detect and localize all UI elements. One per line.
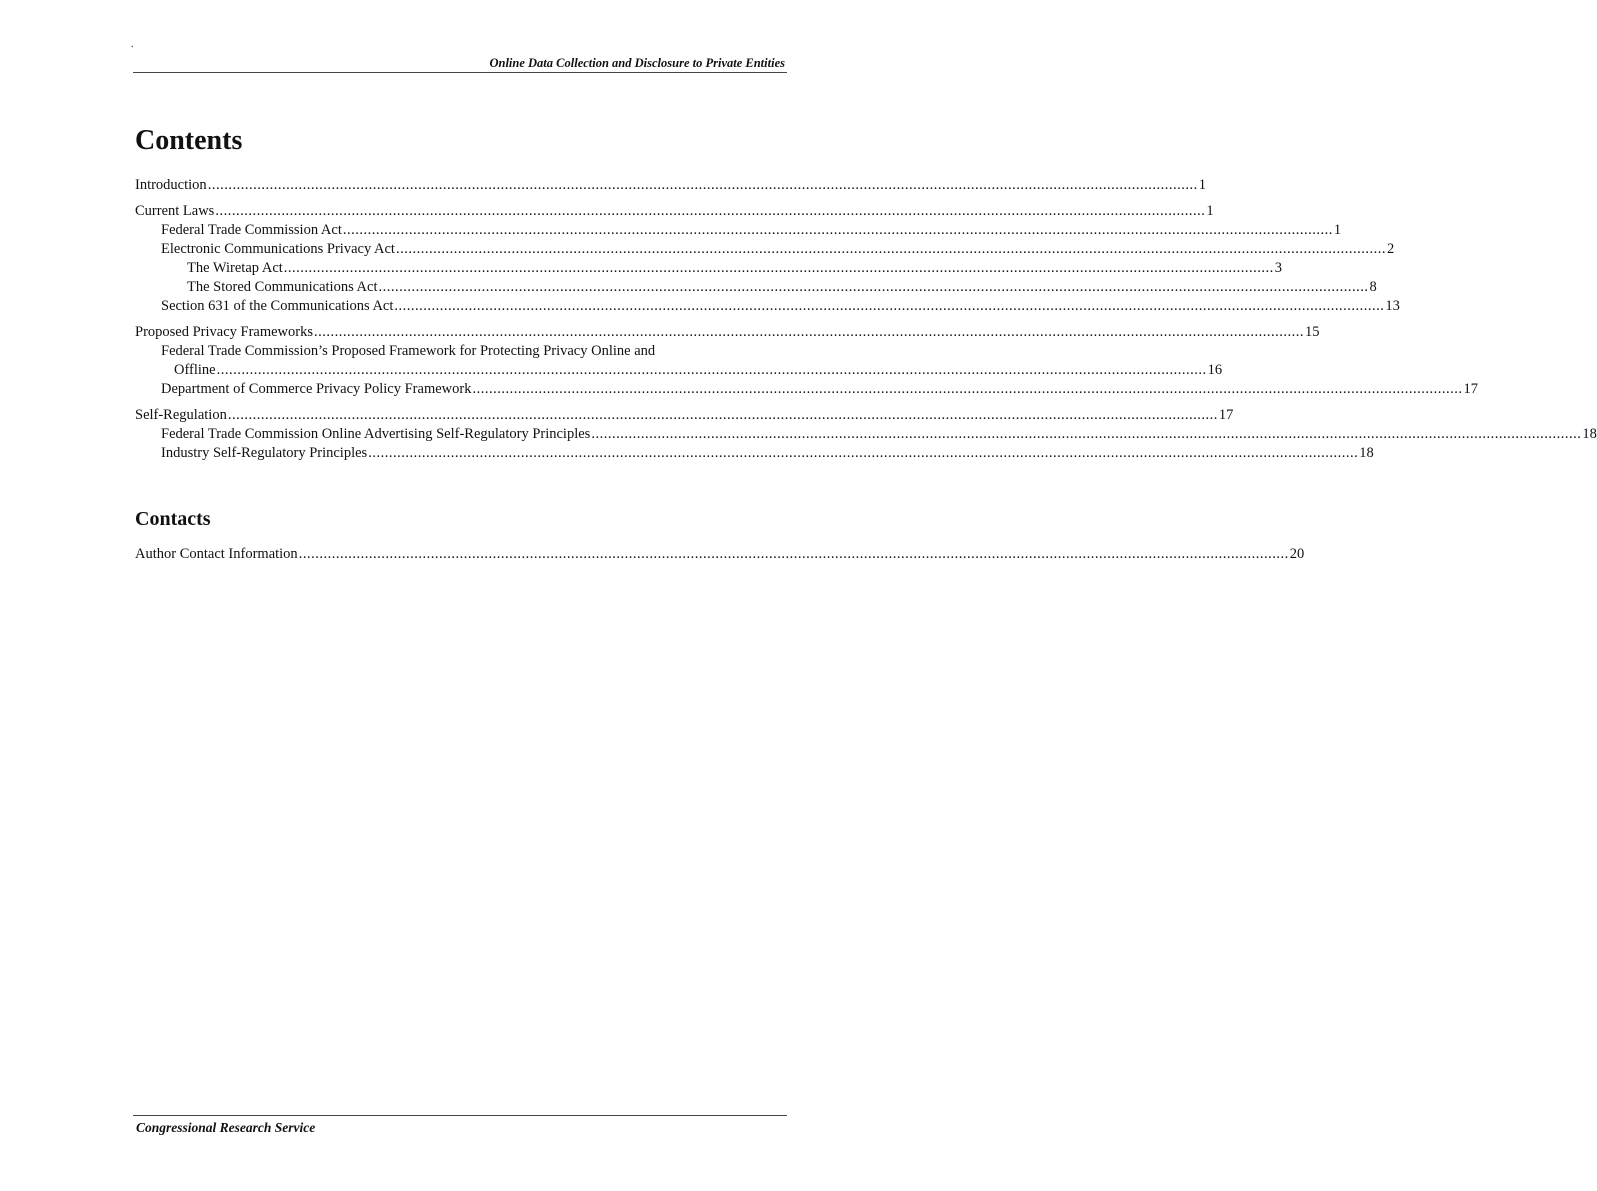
running-footer: Congressional Research Service: [136, 1120, 316, 1135]
dot-leader: ................................................................................................................................................................................................................................................: [395, 241, 1386, 257]
dot-leader: ................................................................................................................................................................................................................................................: [394, 298, 1385, 314]
contacts-list: [135, 545, 1305, 564]
page-number: 18: [1359, 445, 1374, 461]
toc-entry-label-line2: Offline: [174, 362, 216, 378]
dot-leader: ................................................................................................................................................................................................................................................: [591, 426, 1582, 442]
contents-heading: Contents: [135, 125, 243, 156]
toc-entry-ftc-advertising-principles[interactable]: Federal Trade Commission Online Advertising Self-Regulatory Principles ................................................................................................................................................................................................................................................ 18: [161, 426, 1597, 442]
dot-leader: ................................................................................................................................................................................................................................................: [314, 324, 1305, 340]
page-number: 2: [1386, 241, 1395, 257]
page-number: 13: [1385, 298, 1400, 314]
table-of-contents: [135, 176, 1597, 463]
contacts-heading: Contacts: [135, 508, 211, 530]
page-number: 17: [1463, 381, 1478, 397]
dot-leader: ................................................................................................................................................................................................................................................: [215, 203, 1206, 219]
page-number: 17: [1218, 407, 1234, 423]
dot-leader: ................................................................................................................................................................................................................................................: [342, 222, 1333, 238]
toc-entry-author-contact[interactable]: Author Contact Information ................................................................................................................................................................................................................................................ 20: [135, 546, 1305, 562]
toc-entry-ftc-proposed-framework[interactable]: [135, 342, 1223, 380]
page-number: 20: [1289, 546, 1305, 562]
footer-divider: [133, 1115, 787, 1116]
page-number: 16: [1207, 362, 1223, 378]
toc-entry-section-631[interactable]: Section 631 of the Communications Act ................................................................................................................................................................................................................................................ 13: [161, 298, 1400, 314]
toc-entry-proposed-privacy-frameworks[interactable]: Proposed Privacy Frameworks ................................................................................................................................................................................................................................................ 15: [135, 324, 1320, 340]
dot-leader: ................................................................................................................................................................................................................................................: [283, 260, 1274, 276]
toc-entry-label-line1: Federal Trade Commission’s Proposed Framework for Protecting Privacy Online and: [161, 343, 656, 359]
toc-entry-introduction[interactable]: Introduction ................................................................................................................................................................................................................................................ 1: [135, 177, 1206, 193]
toc-entry-ftc-act[interactable]: Federal Trade Commission Act ................................................................................................................................................................................................................................................ 1: [161, 222, 1342, 238]
toc-entry-wiretap-act[interactable]: The Wiretap Act ................................................................................................................................................................................................................................................ 3: [187, 260, 1283, 276]
page-number: 15: [1305, 324, 1320, 340]
toc-entry-industry-principles[interactable]: Industry Self-Regulatory Principles ................................................................................................................................................................................................................................................ 18: [161, 445, 1374, 461]
page-number: 18: [1582, 426, 1597, 442]
dot-leader: ................................................................................................................................................................................................................................................: [298, 546, 1289, 562]
toc-entry-stored-communications-act[interactable]: The Stored Communications Act ................................................................................................................................................................................................................................................ 8: [187, 279, 1377, 295]
page-number: 3: [1274, 260, 1283, 276]
toc-entry-commerce-framework[interactable]: Department of Commerce Privacy Policy Framework ................................................................................................................................................................................................................................................ 17: [161, 381, 1478, 397]
dot-leader: ................................................................................................................................................................................................................................................: [378, 279, 1369, 295]
toc-entry-self-regulation[interactable]: Self-Regulation ................................................................................................................................................................................................................................................ 17: [135, 407, 1234, 423]
page-number: 8: [1369, 279, 1377, 295]
page-number: 1: [1198, 177, 1206, 193]
page-number: 1: [1333, 222, 1342, 238]
dot-leader: ................................................................................................................................................................................................................................................: [227, 407, 1218, 423]
dot-leader: ................................................................................................................................................................................................................................................: [207, 177, 1198, 193]
header-mark: .: [131, 39, 134, 50]
dot-leader: ................................................................................................................................................................................................................................................: [216, 362, 1207, 378]
toc-entry-current-laws[interactable]: Current Laws ................................................................................................................................................................................................................................................ 1: [135, 203, 1214, 219]
page-number: 1: [1206, 203, 1214, 219]
running-header-title: Online Data Collection and Disclosure to Private Entities: [489, 56, 785, 70]
dot-leader: ................................................................................................................................................................................................................................................: [472, 381, 1463, 397]
dot-leader: ................................................................................................................................................................................................................................................: [368, 445, 1359, 461]
toc-entry-ecpa[interactable]: Electronic Communications Privacy Act ................................................................................................................................................................................................................................................ 2: [161, 241, 1395, 257]
header-divider: [133, 72, 787, 73]
